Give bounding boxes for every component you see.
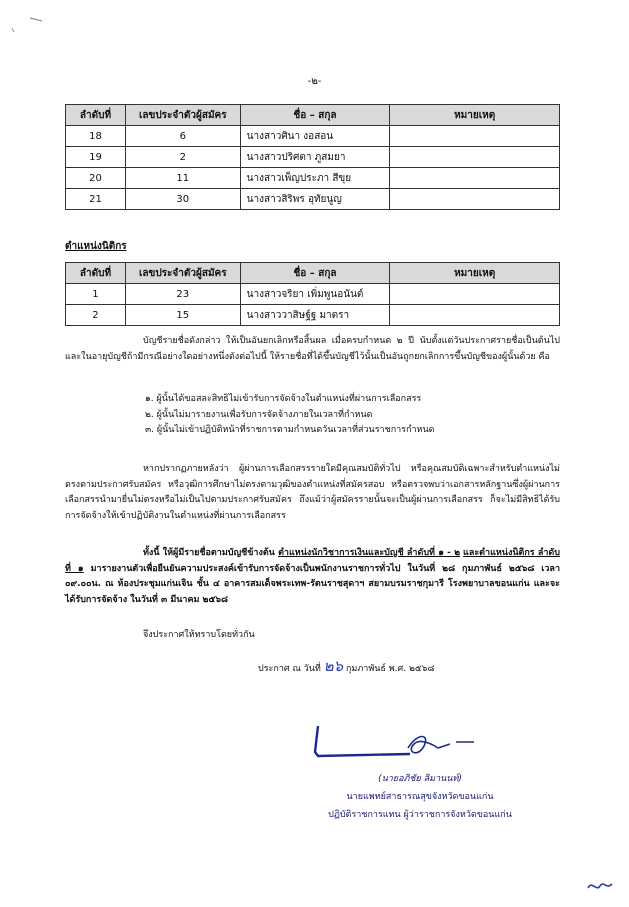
page-number: -๒- bbox=[307, 76, 322, 87]
list-item: ๑. ผู้นั้นได้ขอสละสิทธิไม่เข้ารับการจัดจ้างในตำแหน่งที่ผ่านการเลือกสรร bbox=[145, 394, 422, 404]
instruction-accounting-position: ตำแหน่งนักวิชาการเงินและบัญชี ลำดับที่ ๑ - ๒ bbox=[278, 548, 461, 558]
date-prefix: ประกาศ ณ วันที่ bbox=[258, 664, 324, 674]
paragraph-reporting-instruction bbox=[65, 546, 560, 608]
table-row bbox=[66, 305, 560, 326]
cell-applicant-number: 6 bbox=[125, 126, 240, 147]
header-applicant-number: เลขประจำตัวผู้สมัคร bbox=[125, 263, 240, 284]
cell-remarks bbox=[390, 305, 560, 326]
cell-name: นางสาวจริยา เพิ่มพูนอนันต์ bbox=[240, 284, 390, 305]
announcement-date bbox=[258, 654, 434, 678]
table-row bbox=[66, 284, 560, 305]
header-order: ลำดับที่ bbox=[66, 263, 126, 284]
cell-applicant-number: 23 bbox=[125, 284, 240, 305]
cell-order: 18 bbox=[66, 126, 126, 147]
cell-remarks bbox=[390, 284, 560, 305]
cell-remarks bbox=[390, 147, 560, 168]
instruction-legal-position: และตำแหน่งนิติกร ลำดับที่ ๑ bbox=[65, 548, 560, 574]
cell-name: นางสาวเพ็ญประภา สีขุย bbox=[240, 168, 390, 189]
cell-remarks bbox=[390, 168, 560, 189]
paragraph-list-expiry: บัญชีรายชื่อดังกล่าว ให้เป็นอันยกเลิกหรือสิ้นผล เมื่อครบกำหนด ๒ ปี นับตั้งแต่วันประกาศรายชื่อเป็นต้นไป และในอายุบัญชีถ้ามีกรณีอย่างใดอย่างหนึ่งดังต่อไปนี้ ให้รายชื่อที่ได้ขึ้นบัญชีไว้นั้นเป็นอันถูกยกเลิกการขึ้นบัญชีของผู้นั้นด้วย คือ bbox=[65, 336, 560, 362]
instruction-details: มารายงานตัวเพื่อยืนยันความประสงค์เข้ารับการจัดจ้างเป็นพนักงานราชการทั่วไป ในวันที่ ๒๘ กุมภาพันธ์ ๒๕๖๘ เวลา ๐๙.๐๐น. ณ ห้องประชุมแก่นเจิน ชั้น ๔ อาคารสมเด็จพระเทพ-รัตนราชสุดาฯ สยามบรมราชกุมารี โรงพยาบาลขอนแก่น และจะได้รับการจัดจ้าง ในวันที่ ๓ มีนาคม ๒๕๖๘ bbox=[65, 563, 560, 605]
header-name: ชื่อ – สกุล bbox=[240, 105, 390, 126]
signer-acting-title: ปฏิบัติราชการแทน ผู้ว่าราชการจังหวัดขอนแก่น bbox=[328, 810, 512, 820]
signer-title: นายแพทย์สาธารณสุขจังหวัดขอนแก่น bbox=[346, 792, 494, 802]
cell-applicant-number: 2 bbox=[125, 147, 240, 168]
list-item: ๓. ผู้นั้นไม่เข้าปฏิบัติหน้าที่ราชการตามกำหนดวันเวลาที่ส่วนราชการกำหนด bbox=[145, 425, 435, 435]
cell-order: 19 bbox=[66, 147, 126, 168]
table-row bbox=[66, 126, 560, 147]
table-header-row bbox=[66, 105, 560, 126]
candidates-table-accounting bbox=[65, 104, 560, 210]
announcement-line: จึงประกาศให้ทราบโดยทั่วกัน bbox=[143, 630, 255, 640]
instruction-lead: ทั้งนี้ ให้ผู้มีรายชื่อตามบัญชีข้างต้น bbox=[143, 548, 279, 558]
handwritten-initial-mark bbox=[586, 876, 616, 900]
cell-name: นางสาวศินา งอสอน bbox=[240, 126, 390, 147]
cancellation-conditions-list bbox=[145, 392, 434, 439]
table-row bbox=[66, 189, 560, 210]
signature bbox=[300, 722, 480, 776]
table-header-row bbox=[66, 263, 560, 284]
header-remarks: หมายเหตุ bbox=[390, 105, 560, 126]
cell-remarks bbox=[390, 126, 560, 147]
cell-applicant-number: 15 bbox=[125, 305, 240, 326]
cell-name: นางสาววาสิษฐ์ฐ มาตรา bbox=[240, 305, 390, 326]
section-heading-legal-officer: ตำแหน่งนิติกร bbox=[65, 241, 127, 252]
list-item: ๒. ผู้นั้นไม่มารายงานเพื่อรับการจัดจ้างภายในเวลาที่กำหนด bbox=[145, 409, 373, 420]
header-remarks: หมายเหตุ bbox=[390, 263, 560, 284]
cell-name: นางสาวปริศตา ภูสมยา bbox=[240, 147, 390, 168]
header-order: ลำดับที่ bbox=[66, 105, 126, 126]
cell-order: 2 bbox=[66, 305, 126, 326]
cell-name: นางสาวสิริพร อุทัยนูญ bbox=[240, 189, 390, 210]
cell-order: 21 bbox=[66, 189, 126, 210]
signature-block bbox=[300, 770, 540, 824]
cell-order: 20 bbox=[66, 168, 126, 189]
header-name: ชื่อ – สกุล bbox=[240, 263, 390, 284]
cell-applicant-number: 30 bbox=[125, 189, 240, 210]
paragraph-disqualification: หากปรากฏภายหลังว่า ผู้ผ่านการเลือกสรรรายใดมีคุณสมบัติทั่วไป หรือคุณสมบัติเฉพาะสำหรับตำแหน่งไม่ตรงตามประกาศรับสมัคร หรือวุฒิการศึกษาไม่ตรงตามวุฒิของตำแหน่งที่สมัครสอบ หรือตรวจพบว่าเอกสารหลักฐานซึ่งผู้ผ่านการเลือกสรรนำมายื่นไม่ตรงหรือไม่เป็นไปตามประกาศรับสมัคร ถึงแม้ว่าผู้สมัครรายนั้นจะเป็นผู้ผ่านการเลือกสรร ก็จะไม่มีสิทธิได้รับการจัดจ้างให้เข้าปฏิบัติงานในตำแหน่งที่ผ่านการเลือกสรร bbox=[65, 464, 560, 521]
cell-order: 1 bbox=[66, 284, 126, 305]
candidates-table-legal-officer bbox=[65, 262, 560, 326]
header-applicant-number: เลขประจำตัวผู้สมัคร bbox=[125, 105, 240, 126]
table-row bbox=[66, 168, 560, 189]
signer-name: (นายอภิชัย ลิมานนท์) bbox=[378, 774, 462, 784]
cell-applicant-number: 11 bbox=[125, 168, 240, 189]
table-row bbox=[66, 147, 560, 168]
date-suffix: กุมภาพันธ์ พ.ศ. ๒๕๖๘ bbox=[343, 664, 435, 674]
corner-marks bbox=[6, 12, 46, 36]
cell-remarks bbox=[390, 189, 560, 210]
date-day-handwritten: ๒๖ bbox=[323, 657, 344, 675]
